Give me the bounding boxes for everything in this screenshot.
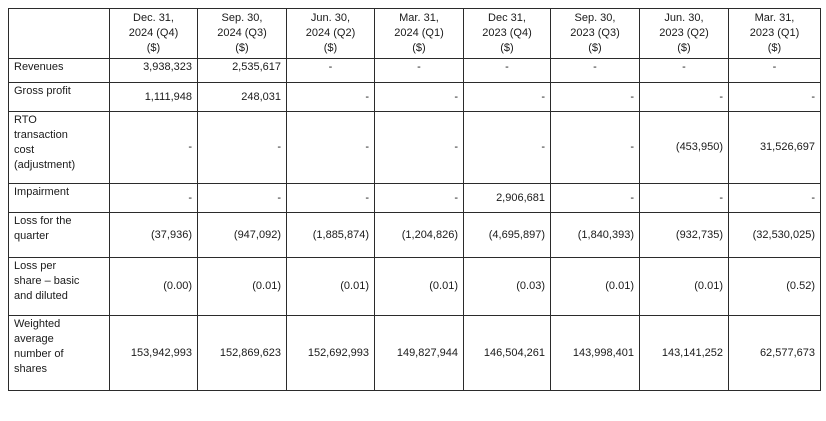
table-cell: (453,950) xyxy=(640,112,729,184)
row-label: Weighted average number of shares xyxy=(9,316,110,391)
table-cell: (32,530,025) xyxy=(729,213,821,258)
table-cell: - xyxy=(287,184,375,213)
table-cell: - xyxy=(375,112,464,184)
table-cell: 152,869,623 xyxy=(198,316,287,391)
column-header: Sep. 30, 2024 (Q3) ($) xyxy=(198,9,287,59)
row-label: Loss for the quarter xyxy=(9,213,110,258)
column-header: Mar. 31, 2023 (Q1) ($) xyxy=(729,9,821,59)
table-cell: (947,092) xyxy=(198,213,287,258)
table-cell: 2,535,617 xyxy=(198,59,287,83)
table-cell: - xyxy=(110,112,198,184)
row-loss-for-quarter xyxy=(9,213,821,258)
table-cell: - xyxy=(551,59,640,83)
table-cell: 152,692,993 xyxy=(287,316,375,391)
table-cell: - xyxy=(640,59,729,83)
table-cell: - xyxy=(464,112,551,184)
row-loss-per-share xyxy=(9,258,821,316)
table-cell: (0.52) xyxy=(729,258,821,316)
table-cell: (0.00) xyxy=(110,258,198,316)
row-label: RTO transaction cost (adjustment) xyxy=(9,112,110,184)
row-revenues xyxy=(9,59,821,83)
table-cell: - xyxy=(375,184,464,213)
table-cell: 248,031 xyxy=(198,83,287,112)
table-cell: 149,827,944 xyxy=(375,316,464,391)
table-cell: - xyxy=(198,112,287,184)
table-cell: (1,885,874) xyxy=(287,213,375,258)
header-row xyxy=(9,9,821,59)
header-empty-cell xyxy=(9,9,110,59)
table-cell: - xyxy=(110,184,198,213)
table-cell: - xyxy=(551,184,640,213)
table-cell: 143,141,252 xyxy=(640,316,729,391)
column-header: Jun. 30, 2023 (Q2) ($) xyxy=(640,9,729,59)
table-cell: - xyxy=(729,59,821,83)
table-cell: 2,906,681 xyxy=(464,184,551,213)
quarterly-financials-table xyxy=(8,8,821,391)
table-cell: 3,938,323 xyxy=(110,59,198,83)
table-cell: - xyxy=(198,184,287,213)
table-cell: - xyxy=(551,112,640,184)
table-cell: - xyxy=(551,83,640,112)
table-cell: (1,840,393) xyxy=(551,213,640,258)
column-header: Mar. 31, 2024 (Q1) ($) xyxy=(375,9,464,59)
table-cell: - xyxy=(729,83,821,112)
table-cell: (0.01) xyxy=(640,258,729,316)
table-cell: 143,998,401 xyxy=(551,316,640,391)
table-cell: (0.01) xyxy=(551,258,640,316)
table-cell: (1,204,826) xyxy=(375,213,464,258)
table-cell: - xyxy=(729,184,821,213)
table-cell: (37,936) xyxy=(110,213,198,258)
row-weighted-average-shares xyxy=(9,316,821,391)
table-cell: - xyxy=(464,59,551,83)
table-cell: (0.01) xyxy=(198,258,287,316)
table-cell: - xyxy=(464,83,551,112)
table-cell: (4,695,897) xyxy=(464,213,551,258)
column-header: Sep. 30, 2023 (Q3) ($) xyxy=(551,9,640,59)
column-header: Jun. 30, 2024 (Q2) ($) xyxy=(287,9,375,59)
table-cell: (0.03) xyxy=(464,258,551,316)
table-cell: - xyxy=(375,59,464,83)
column-header: Dec 31, 2023 (Q4) ($) xyxy=(464,9,551,59)
table-cell: - xyxy=(287,59,375,83)
table-cell: - xyxy=(287,112,375,184)
row-label: Loss per share – basic and diluted xyxy=(9,258,110,316)
table-cell: (932,735) xyxy=(640,213,729,258)
table-cell: 62,577,673 xyxy=(729,316,821,391)
row-rto-transaction-cost xyxy=(9,112,821,184)
row-gross-profit xyxy=(9,83,821,112)
row-label: Impairment xyxy=(9,184,110,213)
table-cell: 31,526,697 xyxy=(729,112,821,184)
row-label: Gross profit xyxy=(9,83,110,112)
row-impairment xyxy=(9,184,821,213)
column-header: Dec. 31, 2024 (Q4) ($) xyxy=(110,9,198,59)
table-cell: - xyxy=(640,83,729,112)
table-cell: (0.01) xyxy=(375,258,464,316)
table-cell: - xyxy=(375,83,464,112)
table-cell: 1,111,948 xyxy=(110,83,198,112)
table-cell: 153,942,993 xyxy=(110,316,198,391)
table-cell: - xyxy=(640,184,729,213)
table-cell: 146,504,261 xyxy=(464,316,551,391)
table-cell: - xyxy=(287,83,375,112)
table-cell: (0.01) xyxy=(287,258,375,316)
row-label: Revenues xyxy=(9,59,110,83)
